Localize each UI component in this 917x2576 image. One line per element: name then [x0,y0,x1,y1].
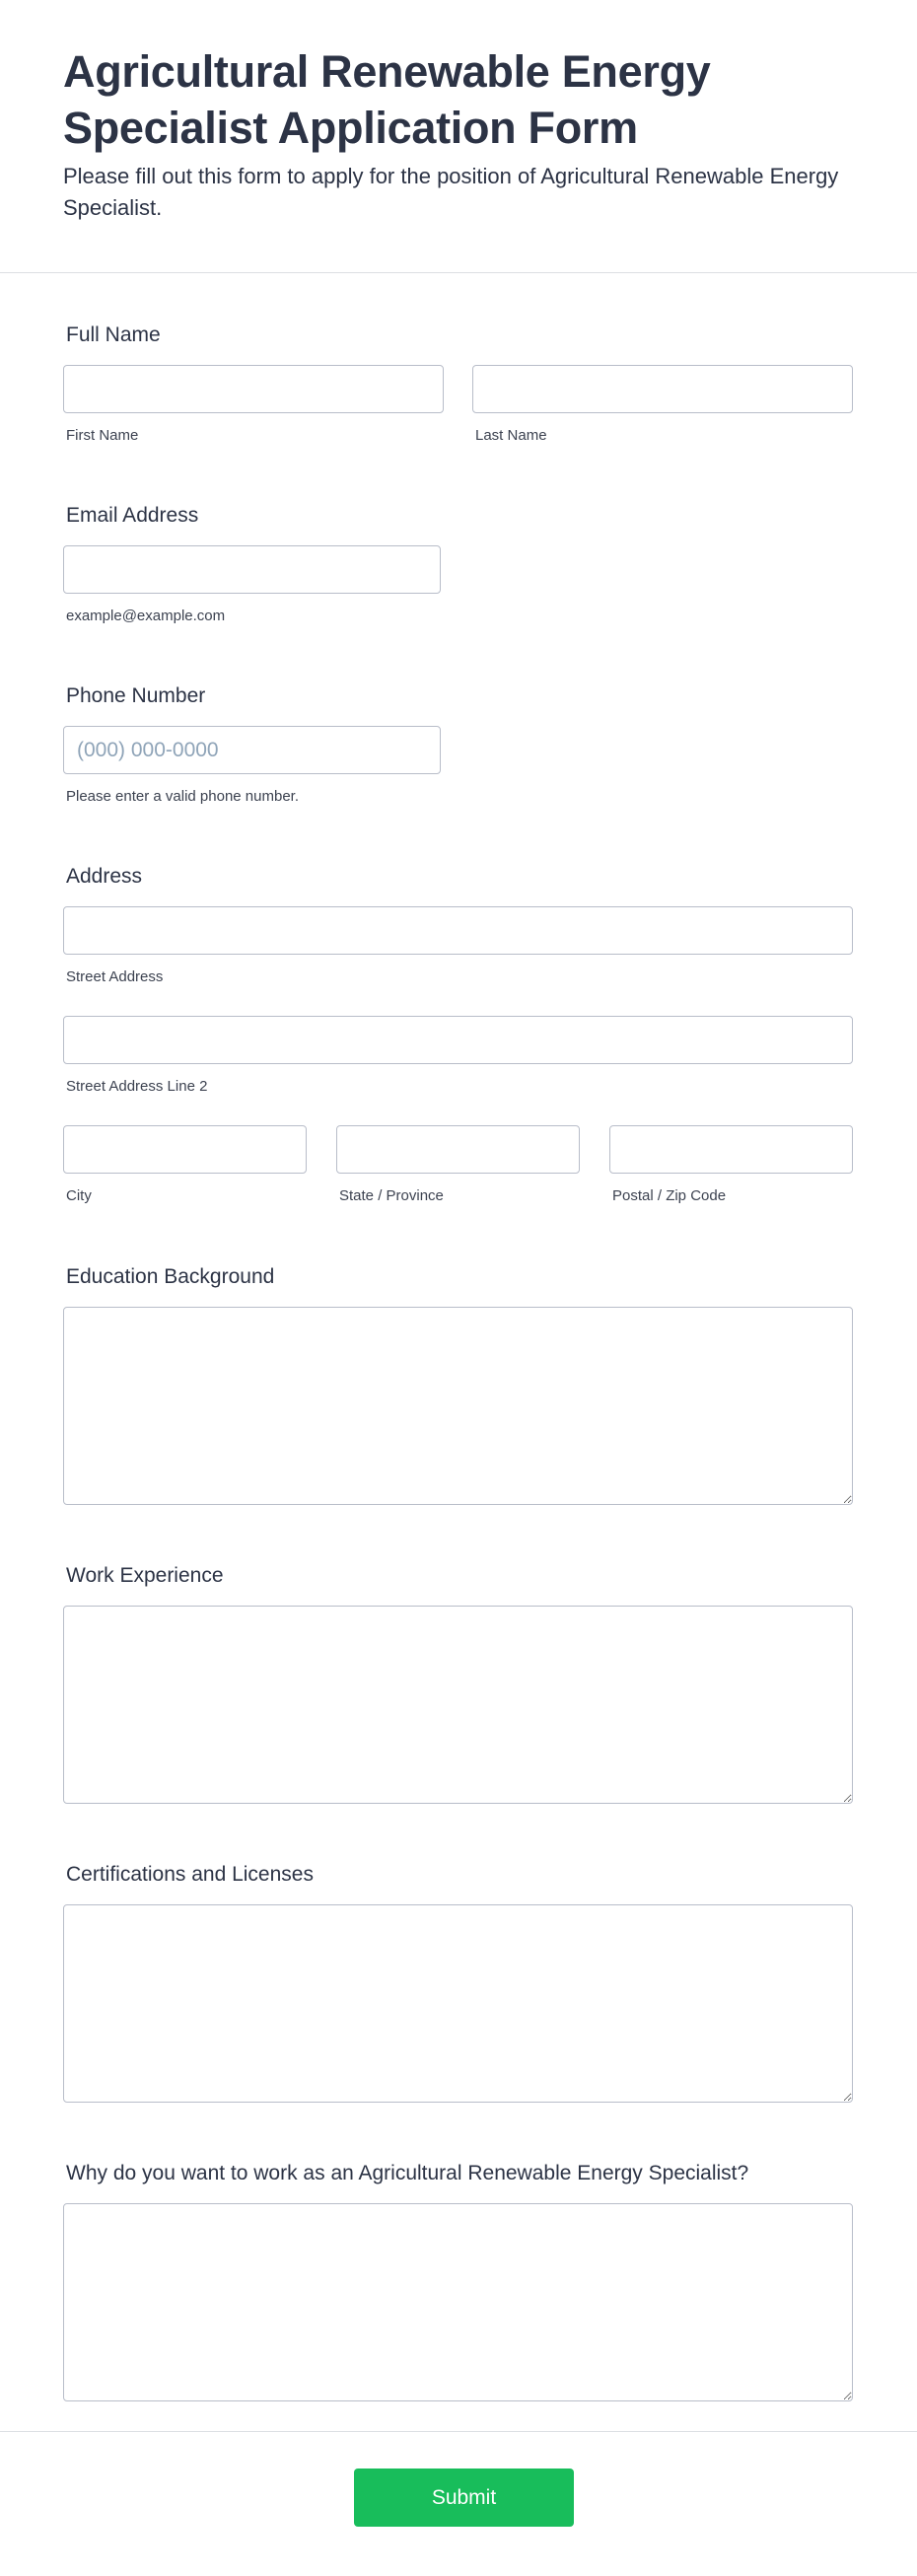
education-textarea[interactable] [63,1307,853,1505]
street-address-line2-sublabel: Street Address Line 2 [66,1078,208,1095]
street-address-line2-input[interactable] [63,1016,853,1064]
postal-code-sublabel: Postal / Zip Code [612,1187,727,1204]
footer-divider [0,2431,917,2432]
last-name-sublabel: Last Name [475,427,547,444]
city-input[interactable] [63,1125,307,1174]
phone-input[interactable] [63,726,441,774]
certifications-label: Certifications and Licenses [66,1863,314,1886]
email-input[interactable] [63,545,441,594]
last-name-input[interactable] [472,365,853,413]
email-label: Email Address [66,504,199,527]
form-title: Agricultural Renewable Energy Specialist Application Form [63,46,711,153]
state-sublabel: State / Province [339,1187,444,1204]
work-experience-textarea[interactable] [63,1606,853,1804]
phone-label: Phone Number [66,684,206,707]
full-name-label: Full Name [66,323,161,346]
motivation-label: Why do you want to work as an Agricultural Renewable Energy Specialist? [66,2162,749,2184]
postal-code-input[interactable] [609,1125,853,1174]
first-name-sublabel: First Name [66,427,139,444]
certifications-textarea[interactable] [63,1904,853,2103]
motivation-textarea[interactable] [63,2203,853,2401]
phone-sublabel: Please enter a valid phone number. [66,788,299,805]
form-header [0,0,917,273]
address-label: Address [66,865,143,888]
city-sublabel: City [66,1187,92,1204]
email-sublabel: example@example.com [66,608,226,624]
first-name-input[interactable] [63,365,444,413]
work-experience-label: Work Experience [66,1564,224,1587]
submit-button[interactable]: Submit [354,2469,574,2527]
street-address-sublabel: Street Address [66,968,164,985]
form-subtitle: Please fill out this form to apply for the position of Agricultural Renewable Energy Specialist. [63,164,839,220]
education-label: Education Background [66,1265,275,1288]
state-input[interactable] [336,1125,580,1174]
street-address-input[interactable] [63,906,853,955]
